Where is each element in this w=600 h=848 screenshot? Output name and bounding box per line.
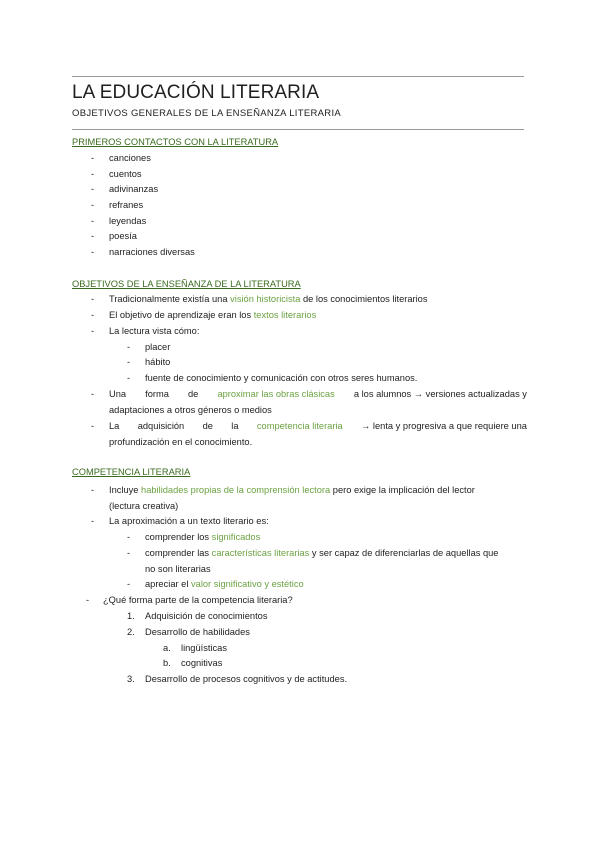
lettered-item-letter: a. (163, 643, 171, 653)
sub-list-item: comprender las características literarias y ser capaz de diferenciarlas de aquellas que no son literarias (145, 548, 499, 574)
sub-list-item: fuente de conocimiento y comunicación con otros seres humanos. (145, 373, 418, 383)
header-bottom-rule (72, 129, 524, 130)
sub-list-item: hábito (145, 357, 171, 367)
numbered-item-number: 2. (127, 627, 135, 637)
bullet-dash: - (86, 595, 90, 605)
sub-bullet-dash: - (127, 532, 131, 542)
numbered-item-number: 1. (127, 611, 135, 621)
sub-bullet-dash: - (127, 373, 131, 383)
page-subtitle: OBJETIVOS GENERALES DE LA ENSEÑANZA LITERARIA (72, 108, 342, 119)
highlight-term: habilidades propias de la comprensión lectora (141, 485, 331, 495)
list-item: Incluye habilidades propias de la comprensión lectora pero exige la implicación del lector (lectura creativa) (109, 485, 475, 511)
list-item: canciones (109, 153, 151, 163)
list-item: Una forma de aproximar las obras clásicas a los alumnos → versiones actualizadas y adaptaciones a otros géneros o medios (109, 389, 527, 415)
section-heading-objetivos: OBJETIVOS DE LA ENSEÑANZA DE LA LITERATURA (72, 279, 301, 289)
bullet-dash: - (91, 516, 95, 526)
sub-bullet-dash: - (127, 357, 131, 367)
list-item: cuentos (109, 169, 142, 179)
list-item: La aproximación a un texto literario es: (109, 516, 269, 526)
sub-bullet-dash: - (127, 548, 131, 558)
bullet-dash: - (91, 389, 95, 399)
bullet-dash: - (91, 153, 95, 163)
section-heading-competencia: COMPETENCIA LITERARIA (72, 467, 191, 477)
sub-bullet-dash: - (127, 342, 131, 352)
sub-list-item: comprender los significados (145, 532, 261, 542)
sub-list-item: placer (145, 342, 171, 352)
highlight-term: valor significativo y estético (191, 579, 304, 589)
bullet-dash: - (91, 485, 95, 495)
numbered-item: Desarrollo de habilidades (145, 627, 250, 637)
numbered-item: Desarrollo de procesos cognitivos y de actitudes. (145, 674, 348, 684)
highlight-term: significados (211, 532, 261, 542)
bullet-dash: - (91, 231, 95, 241)
lettered-item: cognitivas (181, 658, 223, 668)
lettered-item: lingüísticas (181, 643, 227, 653)
page-title: LA EDUCACIÓN LITERARIA (72, 82, 320, 103)
sub-bullet-dash: - (127, 579, 131, 589)
highlight-term: competencia literaria (256, 421, 343, 431)
bullet-dash: - (91, 216, 95, 226)
list-item: refranes (109, 200, 144, 210)
highlight-term: aproximar las obras clásicas (217, 389, 335, 399)
bullet-dash: - (91, 169, 95, 179)
lettered-item-letter: b. (163, 658, 171, 668)
bullet-dash: - (91, 200, 95, 210)
top-rule (72, 76, 524, 77)
highlight-term: características literarias (211, 548, 310, 558)
numbered-item-number: 3. (127, 674, 135, 684)
bullet-dash: - (91, 247, 95, 257)
list-item: La adquisición de la competencia literaria → lenta y progresiva a que requiere una profundización en el conocimiento. (109, 421, 527, 447)
list-item: leyendas (109, 216, 147, 226)
highlight-term: visión historicista (230, 294, 301, 304)
sub-list-item: apreciar el valor significativo y estético (145, 579, 304, 589)
numbered-item: Adquisición de conocimientos (145, 611, 268, 621)
list-item: narraciones diversas (109, 247, 195, 257)
question-item: ¿Qué forma parte de la competencia literaria? (103, 595, 293, 605)
bullet-dash: - (91, 326, 95, 336)
section-heading-primeros-contactos: PRIMEROS CONTACTOS CON LA LITERATURA (72, 137, 279, 147)
bullet-dash: - (91, 184, 95, 194)
list-item: adivinanzas (109, 184, 159, 194)
bullet-dash: - (91, 294, 95, 304)
highlight-term: textos literarios (253, 310, 317, 320)
bullet-dash: - (91, 310, 95, 320)
list-item: El objetivo de aprendizaje eran los textos literarios (109, 310, 317, 320)
list-item: La lectura vista cómo: (109, 326, 200, 336)
list-item: poesía (109, 231, 137, 241)
list-item: Tradicionalmente existía una visión historicista de los conocimientos literarios (109, 294, 428, 304)
bullet-dash: - (91, 421, 95, 431)
